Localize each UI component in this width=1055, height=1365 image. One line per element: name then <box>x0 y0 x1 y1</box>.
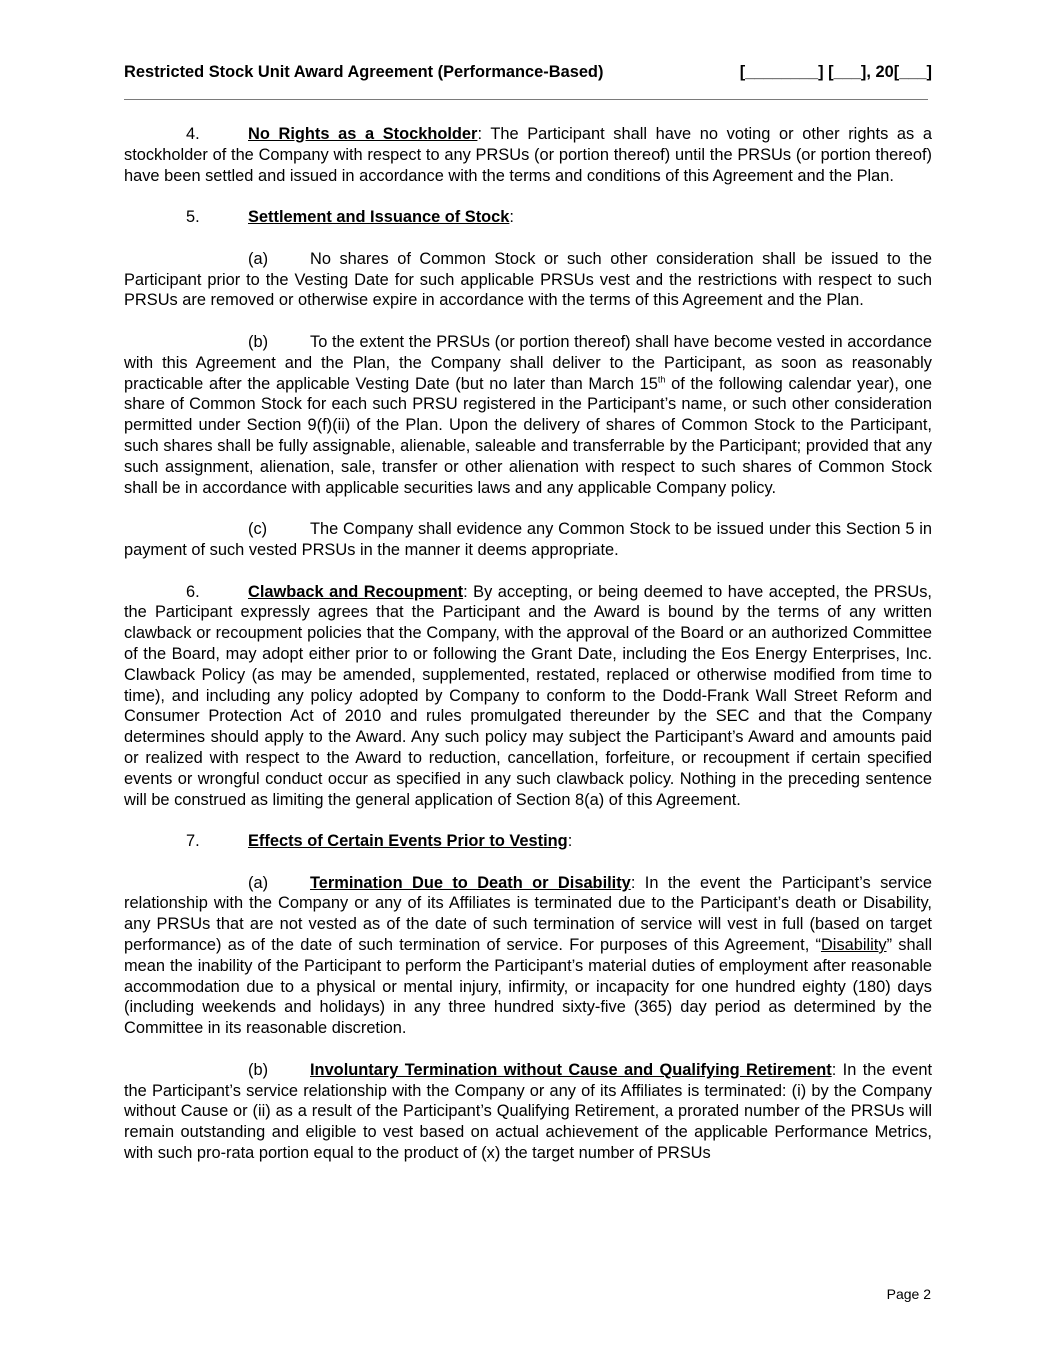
page-header <box>124 63 932 85</box>
subsection-text: : In the event the Participant’s service relationship with the Company or any of its Affiliates is terminated due to the Participant’s death or Disability, any PRSUs that are not vested as of the date of such termination of service will vest in full (based on target performance) as of the date of such termination of service. For purposes of this Agreement, “ <box>124 873 932 955</box>
section-4 <box>124 124 932 186</box>
document-body <box>124 124 932 1164</box>
section-5a <box>124 249 932 311</box>
subsection-label: (a) <box>248 249 269 268</box>
section-6 <box>124 582 932 811</box>
section-5b <box>124 332 932 498</box>
document-date-blank: [________] [___], 20[___] <box>739 63 932 81</box>
section-heading: Settlement and Issuance of Stock <box>248 208 510 227</box>
section-7a <box>124 873 932 1039</box>
subsection-text-cont: ” shall mean the inability of the Participant to perform the Participant’s material duties of employment after reasonable accommodation due to a physical or mental injury, infirmity, or incapacity for one hundred eighty (180) days (including weekends and holidays) in any three hundred sixty-five (365) day period as determined by the Committee in its reasonable discretion. <box>124 936 932 1038</box>
section-punct: : <box>567 832 573 851</box>
defined-term: Disability <box>820 936 887 955</box>
superscript: th <box>657 374 666 385</box>
section-7b <box>124 1060 932 1164</box>
section-heading: Clawback and Recoupment <box>248 582 464 601</box>
subsection-label: (b) <box>248 332 269 351</box>
subsection-label: (b) <box>248 1060 269 1079</box>
subsection-heading: Termination Due to Death or Disability <box>310 873 631 892</box>
section-5 <box>124 207 932 228</box>
section-number: 4. <box>186 125 200 143</box>
subsection-text: To the extent the PRSUs (or portion thereof) shall have become vested in accordance with this Agreement and the Plan, the Company shall deliver to the Participant, as soon as reasonably practicable after the applicable Vesting Date (but no later than March 15 <box>124 332 932 393</box>
subsection-heading: Involuntary Termination without Cause and Qualifying Retirement <box>310 1060 832 1079</box>
section-number: 6. <box>186 582 200 601</box>
subsection-text: The Company shall evidence any Common Stock to be issued under this Section 5 in payment of such vested PRSUs in the manner it deems appropriate. <box>124 520 932 559</box>
subsection-label: (a) <box>248 873 269 892</box>
section-heading: Effects of Certain Events Prior to Vesting <box>248 832 568 851</box>
section-heading: No Rights as a Stockholder <box>248 125 478 143</box>
subsection-text: : In the event the Participant’s service relationship with the Company or any of its Affiliates is terminated: (i) by the Company without Cause or (ii) as a result of the Participant’s Qualifying Retirement, a prorated number of the PRSUs will remain outstanding and eligible to vest based on actual achievement of the applicable Performance Metrics, with such pro-rata portion equal to the product of (x) the target number of PRSUs <box>124 1060 932 1163</box>
section-text: : The Participant shall have no voting or other rights as a stockholder of the Company with respect to any PRSUs (or portion thereof) until the PRSUs (or portion thereof) have been settled and issued in accordance with the terms and conditions of this Agreement and the Plan. <box>124 125 932 185</box>
section-text: : By accepting, or being deemed to have accepted, the PRSUs, the Participant expressly agrees that the Participant and the Award is bound by the terms of any written clawback or recoupment policies that the Company, with the approval of the Board or an authorized Committee of the Board, may adopt either prior to or following the Grant Date, including the Eos Energy Enterprises, Inc. Clawback Policy (as may be amended, supplemented, restated, replaced or otherwise modified from time to time), and including any policy adopted by Company to conform to the Dodd-Frank Wall Street Reform and Consumer Protection Act of 2010 and rules promulgated thereunder by the SEC and that the Company determines should apply to the Award. Any such policy may subject the Participant’s Award and amounts paid or realized with respect to the Award to reduction, cancellation, forfeiture, or recoupment if certain specified events or wrongful conduct occur as specified in any such clawback policy. Nothing in the preceding sentence will be construed as limiting the general application of Section 8(a) of this Agreement. <box>124 582 932 809</box>
section-5c <box>124 519 932 561</box>
section-number: 5. <box>186 208 200 227</box>
section-punct: : <box>509 208 514 227</box>
page-number: Page 2 <box>886 1286 931 1302</box>
document-title: Restricted Stock Unit Award Agreement (Performance-Based) <box>124 63 604 81</box>
subsection-text-cont: of the following calendar year), one share of Common Stock for each such PRSU registered in the Participant’s name, or such other consideration permitted under Section 9(f)(ii) of the Plan. Upon the delivery of shares of Common Stock to the Participant, such shares shall be fully assignable, alienable, saleable and transferrable by the Participant; provided that any such assignment, alienation, sale, transfer or other alienation with respect to such shares of Common Stock shall be in accordance with applicable securities laws and any applicable Company policy. <box>124 374 932 497</box>
section-7 <box>124 831 932 852</box>
subsection-text: No shares of Common Stock or such other consideration shall be issued to the Participant prior to the Vesting Date for such applicable PRSUs vest and the restrictions with respect to such PRSUs are removed or otherwise expire in accordance with the terms of this Agreement and the Plan. <box>124 249 932 310</box>
subsection-label: (c) <box>248 520 268 539</box>
section-number: 7. <box>186 832 200 851</box>
header-divider <box>124 99 928 100</box>
